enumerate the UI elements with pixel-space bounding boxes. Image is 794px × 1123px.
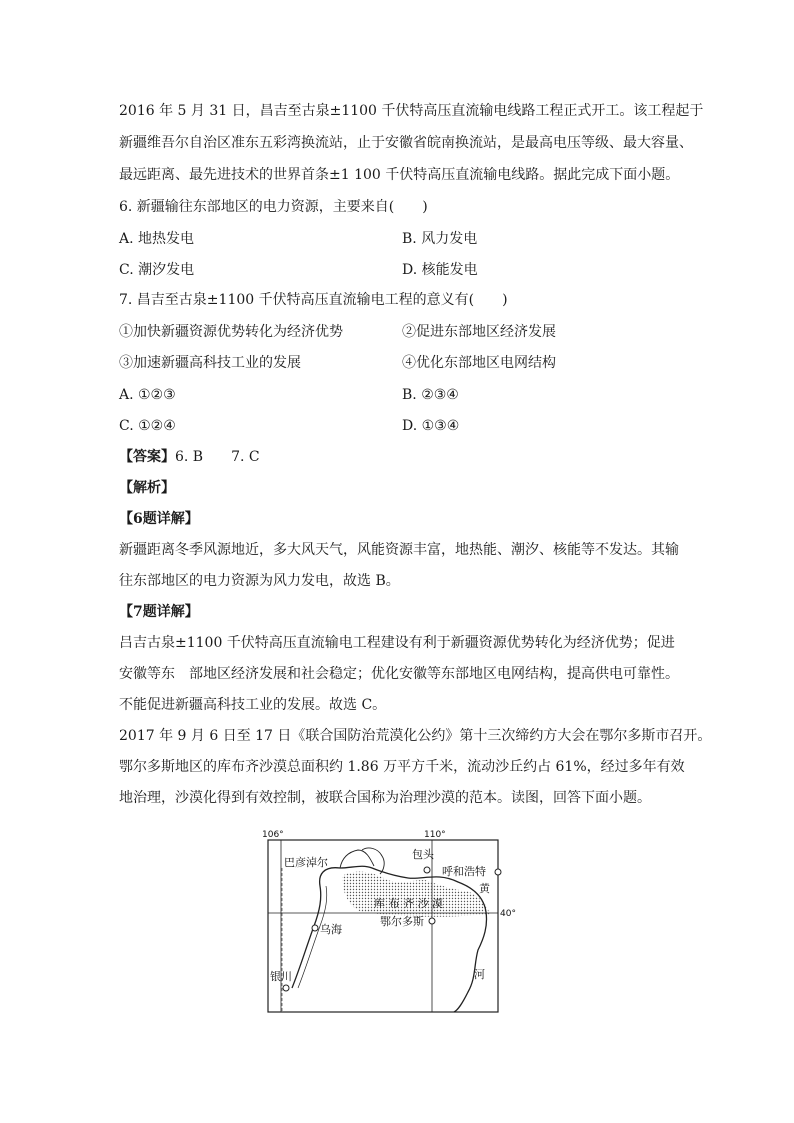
analysis-label: 【解析】 [119,480,175,496]
q7-statement-4: ④优化东部地区电网结构 [402,355,556,371]
yinchuan-label: 银川 [270,970,292,983]
question-7-stem: 7. 昌吉至古泉±1100 千伏特高压直流输电工程的意义有( ) [119,292,508,308]
lon-106-label: 106° [262,830,284,840]
q7-statement-2: ②促进东部地区经济发展 [402,324,556,340]
lon-110-label: 110° [424,830,446,840]
question-6-stem: 6. 新疆输往东部地区的电力资源，主要来自( ) [119,199,428,215]
q7-option-b: B. ②③④ [402,387,459,403]
kubuqi-desert-map [262,828,522,1018]
q6-option-d: D. 核能发电 [402,262,478,278]
huang-label: 黄 [479,882,490,895]
lat-40-label: 40° [500,909,516,919]
q7-statement-3: ③加速新疆高科技工业的发展 [119,355,301,371]
q7-option-a: A. ①②③ [119,387,176,403]
q7-statement-1: ①加快新疆资源优势转化为经济优势 [119,324,343,340]
q6-option-b: B. 风力发电 [402,231,478,247]
detail-7-line2: 安徽等东 部地区经济发展和社会稳定；优化安徽等东部地区电网结构，提高供电可靠性。 [119,666,679,682]
ordos-marker [429,918,435,924]
he-label: 河 [474,968,485,981]
answer-text: 6. B 7. C [175,449,260,465]
intro1-line2: 新疆维吾尔自治区准东五彩湾换流站，止于安徽省皖南换流站，是最高电压等级、最大容量、 [119,135,693,151]
intro2-line3: 地治理，沙漠化得到有效控制，被联合国称为治理沙漠的范本。读图，回答下面小题。 [119,790,651,806]
detail-6-label: 【6题详解】 [119,511,199,527]
hetao-branch-line-2 [362,848,384,874]
kubuqi-label: 库 布 齐 沙 漠 [374,897,443,910]
wuhai-marker [312,925,318,931]
yinchuan-marker [283,985,289,991]
ordos-label: 鄂尔多斯 [380,915,424,928]
answer-line [119,447,260,467]
q6-option-a: A. 地热发电 [119,231,195,247]
detail-6-line2: 往东部地区的电力资源为风力发电，故选 B。 [119,573,400,589]
bayannur-label: 巴彦淖尔 [284,856,328,869]
q7-option-c: C. ①②④ [119,418,176,434]
q6-option-c: C. 潮汐发电 [119,262,195,278]
intro1-line3: 最远距离、最先进技术的世界首条±1 100 千伏特高压直流输电线路。据此完成下面小题。 [119,167,680,183]
wuhai-label: 乌海 [320,923,342,936]
detail-7-line3: 不能促进新疆高科技工业的发展。故选 C。 [119,697,387,713]
hohhot-marker [495,869,501,875]
hetao-branch-line [340,850,374,868]
hohhot-label: 呼和浩特 [442,865,486,878]
detail-7-label: 【7题详解】 [119,604,199,620]
answer-label: 【答案】 [119,449,175,465]
q7-option-d: D. ①③④ [402,418,460,434]
baotou-label: 包头 [412,848,434,861]
map-figure [262,828,522,1018]
baotou-marker [424,867,430,873]
detail-6-line1: 新疆距离冬季风源地近，多大风天气，风能资源丰富，地热能、潮汐、核能等不发达。其输 [119,542,679,558]
intro2-line1: 2017 年 9 月 6 日至 17 日《联合国防治荒漠化公约》第十三次缔约方大会在鄂尔多斯市召开。 [119,728,712,744]
yellow-river-bank-line [298,886,327,988]
intro2-line2: 鄂尔多斯地区的库布齐沙漠总面积约 1.86 万平方千米，流动沙丘约占 61%，经过多年有效 [119,759,685,775]
detail-7-line1: 吕吉古泉±1100 千伏特高压直流输电工程建设有利于新疆资源优势转化为经济优势；促进 [119,635,675,651]
intro1-line1: 2016 年 5 月 31 日，昌吉至古泉±1100 千伏特高压直流输电线路工程正式开工。该工程起于 [119,103,704,119]
